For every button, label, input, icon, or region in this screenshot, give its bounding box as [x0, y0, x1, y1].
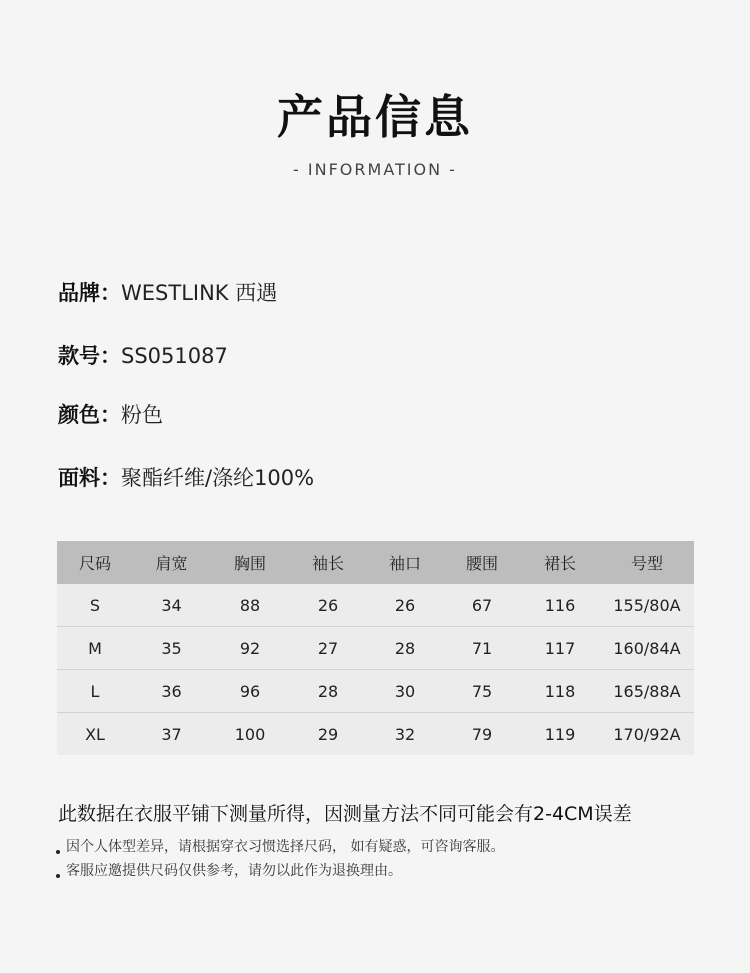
table-cell: 27: [290, 627, 366, 670]
size-row-m: [57, 627, 694, 670]
size-table-header: 号型: [600, 541, 694, 584]
style-number-row: [58, 342, 228, 370]
table-cell: XL: [57, 713, 133, 756]
style-number-value: SS051087: [121, 344, 228, 368]
size-table-header: 尺码: [57, 541, 133, 584]
bullet-dot-icon: [56, 874, 60, 878]
bullet-dot-icon: [56, 850, 60, 854]
size-table-header: 腰围: [444, 541, 520, 584]
size-row-l: [57, 670, 694, 713]
size-table-header: 袖长: [290, 541, 366, 584]
table-cell: 32: [366, 713, 444, 756]
table-cell: 170/92A: [600, 713, 694, 756]
size-table-header-row: [57, 541, 694, 584]
table-cell: 34: [133, 584, 210, 627]
page-title: 产品信息: [277, 90, 473, 144]
size-table-header: 袖口: [366, 541, 444, 584]
measurement-note: 此数据在衣服平铺下测量所得，因测量方法不同可能会有2-4CM误差: [58, 803, 632, 825]
table-cell: M: [57, 627, 133, 670]
size-table-header: 胸围: [210, 541, 290, 584]
color-label: 颜色：: [58, 403, 121, 427]
table-cell: 155/80A: [600, 584, 694, 627]
table-cell: 88: [210, 584, 290, 627]
brand-label: 品牌：: [58, 281, 121, 305]
size-row-xl: [57, 713, 694, 756]
tip-text: 客服应邀提供尺码仅供参考，请勿以此作为退换理由。: [66, 863, 402, 879]
style-number-label: 款号：: [58, 344, 121, 368]
table-cell: 100: [210, 713, 290, 756]
table-cell: 71: [444, 627, 520, 670]
table-cell: 117: [520, 627, 600, 670]
list-item: [56, 859, 504, 883]
page-subtitle: - INFORMATION -: [293, 160, 457, 179]
brand-value: WESTLINK 西遇: [121, 281, 278, 305]
table-cell: 28: [290, 670, 366, 713]
tips-list: [56, 835, 504, 883]
table-cell: 119: [520, 713, 600, 756]
table-cell: 75: [444, 670, 520, 713]
brand-row: [58, 279, 277, 307]
table-cell: 92: [210, 627, 290, 670]
table-cell: 26: [366, 584, 444, 627]
table-cell: 116: [520, 584, 600, 627]
table-cell: 35: [133, 627, 210, 670]
table-cell: 28: [366, 627, 444, 670]
table-cell: 30: [366, 670, 444, 713]
size-table-header: 肩宽: [133, 541, 210, 584]
color-value: 粉色: [121, 403, 163, 427]
fabric-row: [58, 464, 314, 492]
size-row-s: [57, 584, 694, 627]
tip-text: 因个人体型差异，请根据穿衣习惯选择尺码， 如有疑惑，可咨询客服。: [66, 839, 505, 855]
table-cell: 67: [444, 584, 520, 627]
table-cell: L: [57, 670, 133, 713]
table-cell: 36: [133, 670, 210, 713]
fabric-value: 聚酯纤维/涤纶100%: [121, 466, 315, 490]
list-item: [56, 835, 504, 859]
size-table: [57, 541, 694, 755]
size-table-header: 裙长: [520, 541, 600, 584]
table-cell: 37: [133, 713, 210, 756]
table-cell: 165/88A: [600, 670, 694, 713]
table-cell: 29: [290, 713, 366, 756]
table-cell: S: [57, 584, 133, 627]
table-cell: 79: [444, 713, 520, 756]
table-cell: 160/84A: [600, 627, 694, 670]
table-cell: 118: [520, 670, 600, 713]
fabric-label: 面料：: [58, 466, 121, 490]
table-cell: 96: [210, 670, 290, 713]
table-cell: 26: [290, 584, 366, 627]
color-row: [58, 401, 163, 429]
